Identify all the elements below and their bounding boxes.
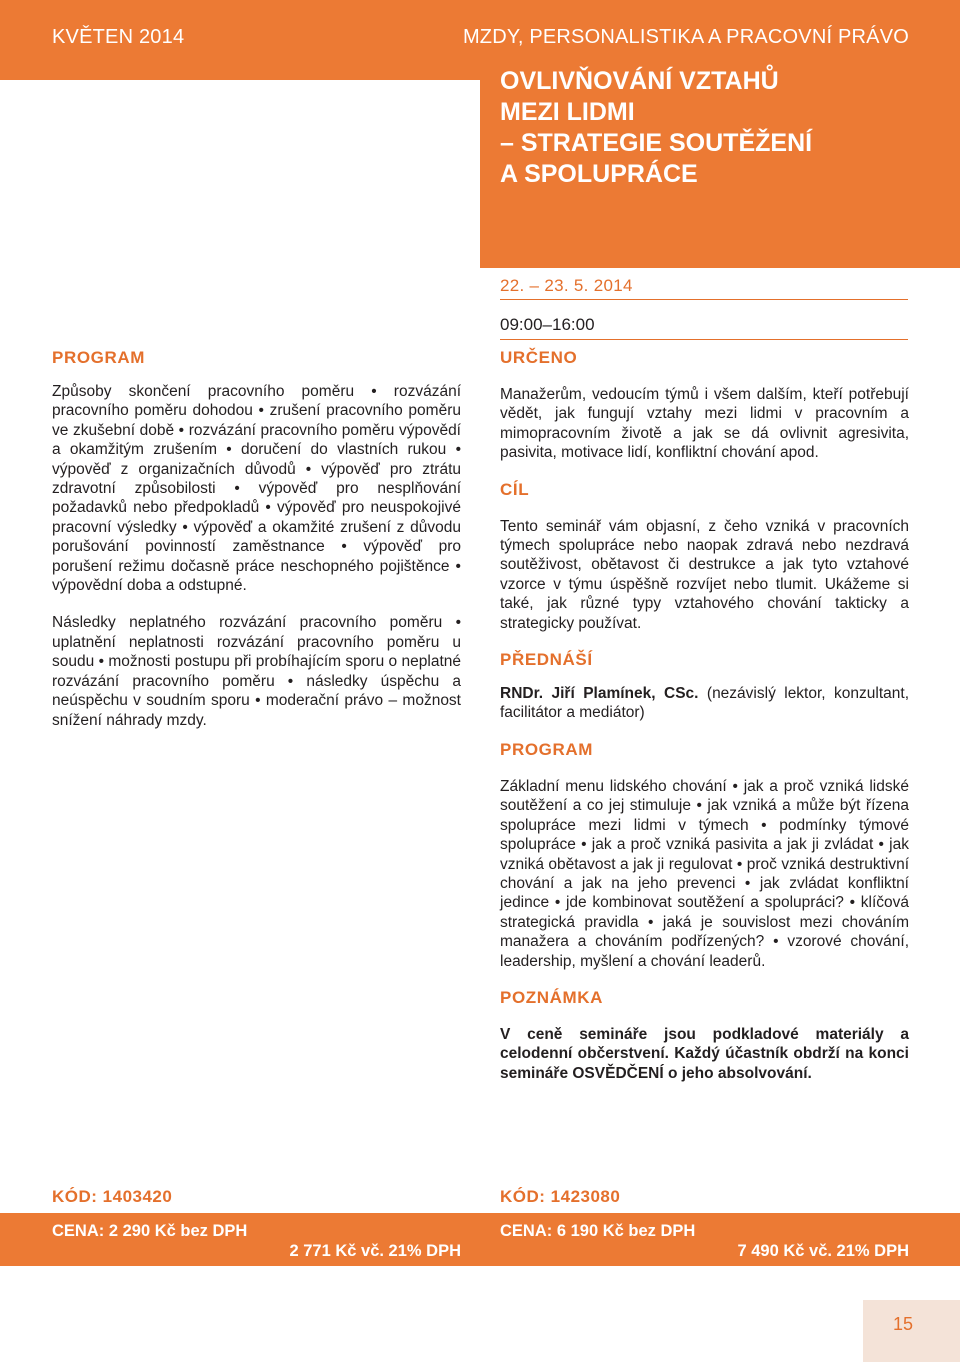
course-code: KÓD: 1403420 (52, 1187, 173, 1206)
price-without-vat: CENA: 2 290 Kč bez DPH (52, 1222, 248, 1240)
program-paragraph: Způsoby skončení pracovního poměru • rozvázání pracovního poměru dohodou • zrušení pracovního poměru ve zkušební době • rozvázání pracovního poměru výpovědí a okamžitým zrušením • doručení do vlastních rukou • výpověď z organizačních důvodů • výpověď pro ztrátu zdravotní způsobilosti • výpověď pro nesplňování požadavků nebo předpokladů • výpověď pro neuspokojivé pracovní výsledky • výpověď a okamžité zrušení z důvodu porušování povinností zaměstnance • výpověď pro porušení režimu dočasně práce neschopného pojištěnce • výpovědní doba a odstupné. (52, 383, 461, 595)
urceno-heading: URČENO (500, 348, 578, 367)
price-with-vat: 7 490 Kč vč. 21% DPH (737, 1242, 909, 1260)
divider (500, 299, 908, 300)
lecturer-info (500, 684, 909, 723)
issue-month: KVĚTEN 2014 (52, 26, 185, 48)
seminar-date: 22. – 23. 5. 2014 (500, 276, 633, 295)
price-with-vat: 2 771 Kč vč. 21% DPH (289, 1242, 461, 1260)
right-column (500, 348, 909, 1083)
lecturer-name: RNDr. Jiří Plamínek, CSc. (500, 685, 699, 703)
page-number-box (863, 1300, 960, 1362)
course-code: KÓD: 1423080 (500, 1187, 621, 1206)
price-without-vat: CENA: 6 190 Kč bez DPH (500, 1222, 696, 1240)
poznamka-heading: POZNÁMKA (500, 987, 604, 1007)
divider (500, 339, 908, 340)
seminar-title-line: MEZI LIDMI (500, 98, 635, 126)
seminar-title-block (480, 50, 960, 268)
prednasi-heading: PŘEDNÁŠÍ (500, 650, 593, 670)
cil-text: Tento seminář vám objasní, z čeho vzniká v pracovních týmech spolupráce nebo naopak zdravá nebo nezdravá soutěživost, obětavost či destrukce a jak tyto vztahové vzorce v týmu úspěšně rozvíjet nebo tlumit. Ukážeme si také, jak různé typy vztahového chování takticky a strategicky používat. (500, 517, 909, 632)
section-title: MZDY, PERSONALISTIKA A PRACOVNÍ PRÁVO (462, 26, 909, 48)
price-block (500, 1213, 909, 1266)
program-heading: PROGRAM (52, 348, 145, 367)
seminar-time: 09:00–16:00 (500, 315, 595, 334)
poznamka-text: V ceně semináře jsou podkladové materiály a celodenní občerstvení. Každý účastník obdrží na konci semináře OSVĚDČENÍ o jeho absolvování. (500, 1025, 909, 1082)
page-number: 15 (893, 1314, 914, 1334)
left-column (52, 348, 461, 730)
program-paragraph: Následky neplatného rozvázání pracovního poměru • uplatnění neplatnosti rozvázání pracovního poměru u soudu • možnosti postupu při probíhajícím sporu o neplatné rozvázání pracovního poměru • následky úspěchu a neúspěchu v soudním sporu • moderační právo – možnost snížení náhrady mzdy. (52, 614, 461, 729)
seminar-title-line: OVLIVŇOVÁNÍ VZTAHŮ (500, 67, 779, 95)
seminar-title-line: A SPOLUPRÁCE (500, 160, 698, 188)
urceno-text: Manažerům, vedoucím týmů i všem dalším, kteří potřebují vědět, jak fungují vztahy mezi lidmi v pracovním a mimopracovním životě a jak se dá ovlivnit agresivita, pasivita, motivace lidí, konfliktní chování apod. (500, 386, 909, 462)
program-heading: PROGRAM (500, 739, 593, 759)
price-block (52, 1213, 461, 1266)
seminar-title (500, 66, 940, 190)
seminar-title-line: – STRATEGIE SOUTĚŽENÍ (500, 129, 813, 157)
cil-heading: CÍL (500, 479, 530, 499)
program-text: Základní menu lidského chování • jak a proč vzniká lidské soutěžení a co jej stimuluje • jak vzniká a může být řízena spolupráce mezi lidmi v týmech • podmínky týmové spolupráce • jak a proč vzniká pasivita a jak ji zvládat • jak vzniká obětavost a jak ji regulovat • proč vzniká destruktivní chování a jak na jeho prevenci • jak zvládat konfliktní jedince • jde kombinovat soutěžení a spolupráci? • klíčová strategická pravidla • jaká je souvislost mezi chováním manažera a chováním podřízených? • vzorové chování, leadership, myšlení a chování leaderů. (500, 777, 909, 970)
lecturer-description: (nezávislý lektor, konzultant, facilitátor a mediátor) (500, 685, 909, 722)
